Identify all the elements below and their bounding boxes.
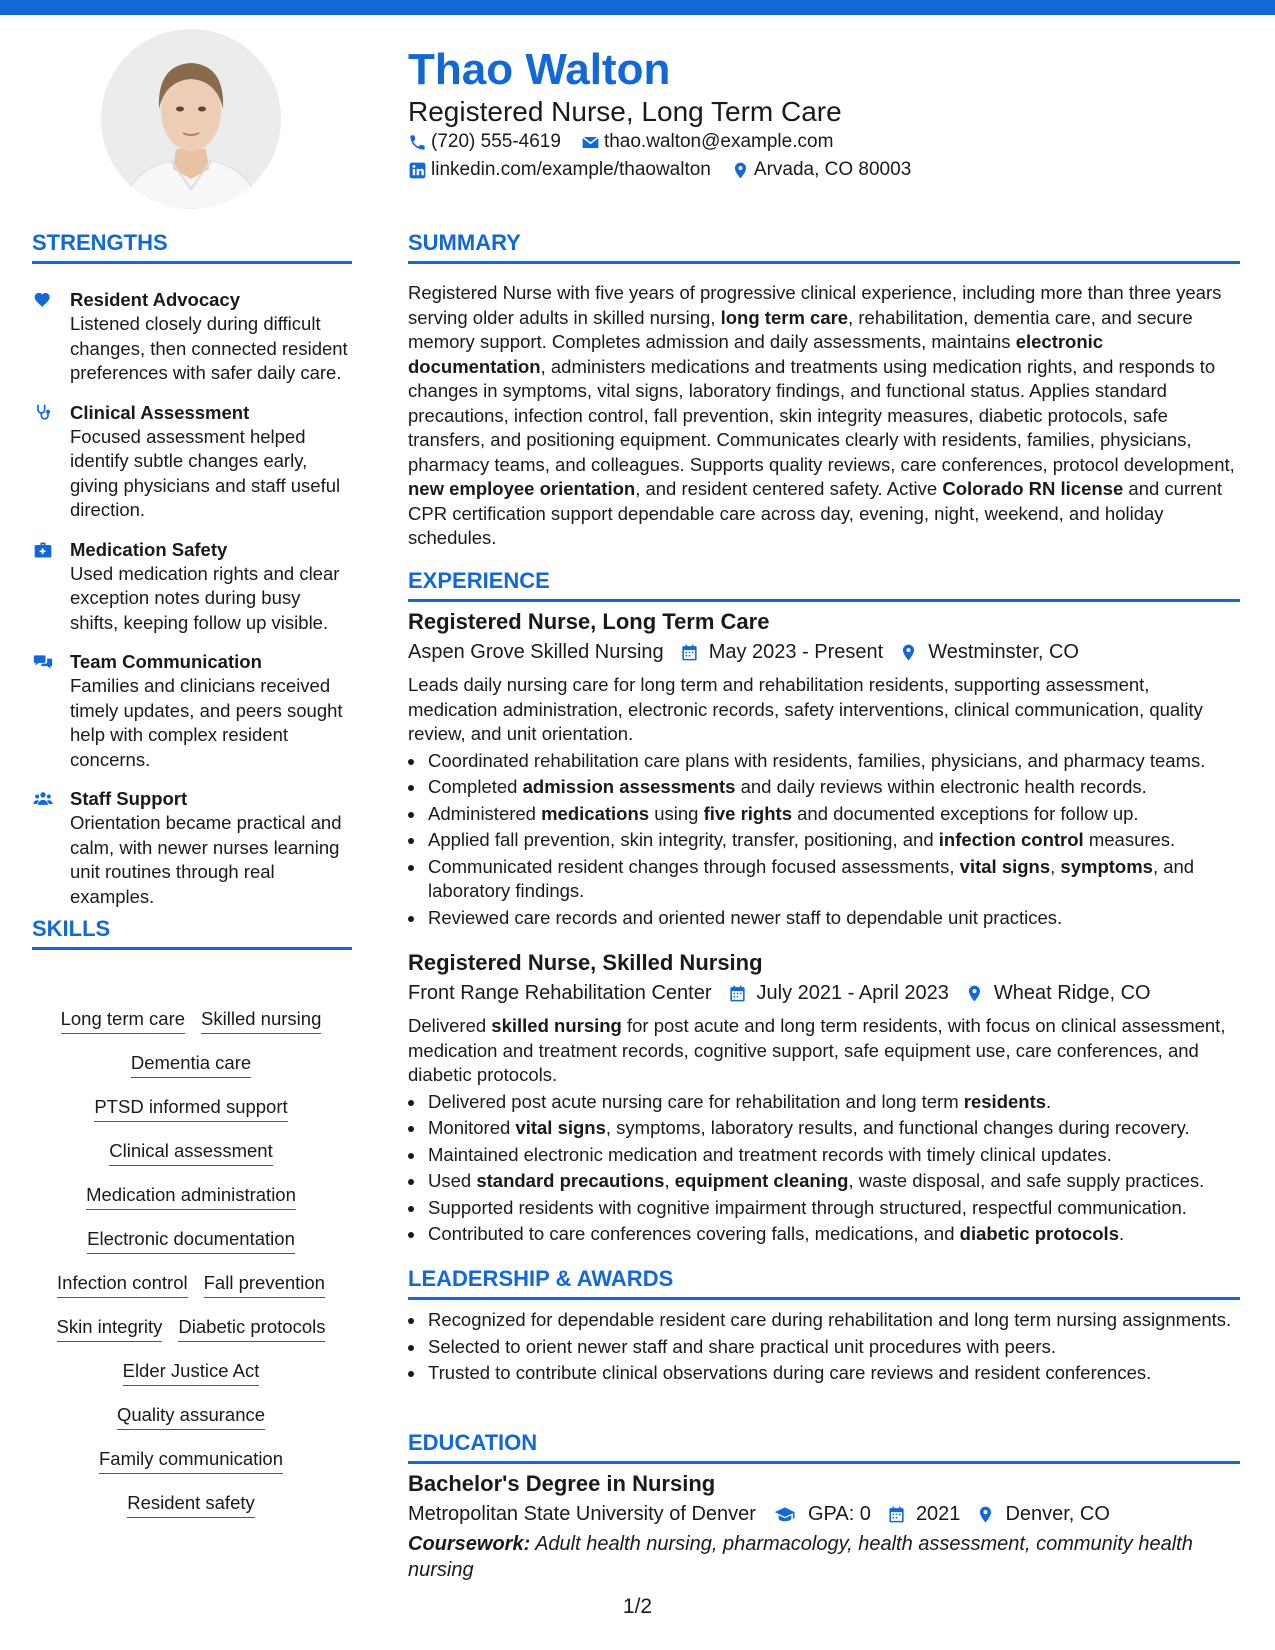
skill-tag: Fall prevention — [204, 1271, 325, 1298]
strength-title: Clinical Assessment — [70, 401, 250, 423]
bold-keyword: long term care — [720, 306, 849, 328]
heart-icon — [32, 287, 56, 386]
text-run: Used — [428, 1170, 477, 1191]
bullet-item — [426, 1308, 1240, 1333]
job-meta — [408, 637, 1240, 667]
strengths-heading: STRENGTHS — [32, 229, 352, 264]
skill-row — [32, 1491, 350, 1518]
strength-description: Orientation became practical and calm, with newer nurses learning unit routines through real examples. — [70, 812, 342, 907]
job-bullets — [408, 749, 1240, 931]
job-dates-text: July 2021 - April 2023 — [756, 982, 949, 1004]
text-run: , — [664, 1170, 675, 1191]
bold-keyword: infection control — [938, 829, 1084, 850]
bullet-item — [426, 802, 1240, 827]
skill-row — [32, 1007, 350, 1034]
linkedin-text: linkedin.com/example/thaowalton — [431, 159, 711, 180]
skill-tag: Diabetic protocols — [178, 1315, 325, 1342]
text-run: . — [1046, 1090, 1052, 1112]
job-bullets — [408, 1090, 1240, 1247]
skill-row — [32, 1403, 350, 1430]
text-run: Administered — [428, 802, 542, 824]
bullet-item — [426, 1222, 1240, 1247]
text-run: Communicated resident changes through focused assessments, — [428, 855, 960, 877]
text-run: Registered Nurse with five years of progressive clinical experience, including more than three years serving older adults in skilled nursing, — [408, 282, 1222, 328]
bullet-item — [426, 1090, 1240, 1115]
strength-item — [32, 649, 352, 772]
bold-keyword: admission assessments — [522, 776, 736, 797]
text-run: , waste disposal, and safe supply practices. — [848, 1170, 1205, 1191]
skills-heading: SKILLS — [32, 915, 352, 950]
leadership-bullets — [408, 1308, 1240, 1386]
coursework-text: Adult health nursing, pharmacology, health assessment, community health nursing — [408, 1533, 1193, 1581]
text-run: Completed — [428, 776, 523, 797]
bullet-item — [426, 1335, 1240, 1360]
strength-item — [32, 287, 352, 386]
candidate-name: Thao Walton — [408, 45, 671, 94]
strengths-list — [32, 287, 352, 923]
text-run: and current CPR certification support dependable care across day, evening, night, weekend, and holiday schedules. — [408, 478, 1222, 548]
calendar-icon — [680, 643, 699, 662]
text-run: . — [1118, 1223, 1125, 1244]
summary-heading: SUMMARY — [408, 229, 1240, 264]
job-dates — [728, 978, 949, 1008]
bold-keyword: residents — [963, 1090, 1047, 1112]
skill-row — [32, 1447, 350, 1474]
location-contact — [731, 157, 911, 183]
bold-keyword: Colorado RN license — [942, 478, 1124, 499]
job-location-text: Wheat Ridge, CO — [993, 982, 1151, 1004]
skill-tag: PTSD informed support — [94, 1095, 287, 1122]
text-run: , and laboratory findings. — [428, 855, 1195, 901]
skill-row — [32, 1315, 350, 1342]
text-run: Applied fall prevention, skin integrity, transfer, positioning, and — [428, 829, 939, 850]
phone-icon — [408, 133, 427, 152]
bullet-item — [426, 828, 1240, 853]
bold-keyword: new employee orientation — [408, 478, 636, 499]
leadership-section — [408, 1308, 1240, 1388]
map-pin-icon — [965, 984, 984, 1003]
bullet-item — [426, 906, 1240, 931]
bullet-item — [426, 1169, 1240, 1194]
coursework — [408, 1531, 1240, 1583]
text-run: Contributed to care conferences covering falls, medications, and — [428, 1223, 960, 1244]
linkedin-contact[interactable] — [408, 157, 711, 183]
text-run: , and resident centered safety. Active — [635, 478, 943, 499]
location-text: Arvada, CO 80003 — [753, 159, 912, 180]
text-run: Selected to orient newer staff and share practical unit procedures with peers. — [428, 1335, 1056, 1357]
gpa — [772, 1499, 871, 1529]
education-location-text: Denver, CO — [1005, 1503, 1110, 1525]
email-contact[interactable] — [581, 129, 833, 155]
school-name: Metropolitan State University of Denver — [408, 1503, 756, 1525]
skill-row — [32, 1271, 350, 1298]
strength-item — [32, 537, 352, 636]
bold-keyword: skilled nursing — [491, 1015, 622, 1036]
job-dates-text: May 2023 - Present — [708, 641, 884, 663]
users-icon — [32, 786, 56, 909]
strength-item — [32, 786, 352, 909]
graduation-cap-icon — [772, 1505, 798, 1524]
skill-tag: Electronic documentation — [87, 1227, 295, 1254]
skill-row — [32, 1051, 350, 1078]
skill-tag: Long term care — [61, 1007, 185, 1034]
strength-description: Used medication rights and clear exception notes during busy shifts, keeping follow up visible. — [70, 562, 340, 633]
bullet-item — [426, 1116, 1240, 1141]
strength-body — [70, 537, 352, 636]
skill-row — [32, 1183, 350, 1210]
text-run: Coordinated rehabilitation care plans with residents, families, physicians, and pharmacy teams. — [428, 749, 1206, 771]
job-location — [965, 978, 1151, 1008]
experience-heading: EXPERIENCE — [408, 567, 1240, 602]
skill-tag: Skin integrity — [57, 1315, 163, 1342]
strength-body — [70, 786, 352, 909]
text-run: Delivered post acute nursing care for rehabilitation and long term — [428, 1090, 964, 1112]
job-title: Registered Nurse, Skilled Nursing — [408, 950, 763, 975]
map-pin-icon — [899, 643, 918, 662]
strength-title: Staff Support — [70, 788, 188, 809]
text-run: , administers medications and treatments using medication rights, and responds to changes in symptoms, vital signs, laboratory findings, and functional status. Applies standard precautions, infection control, fall prevention, skin integrity measures, diabetic protocols, safe transfers, and positioning equipment. Communicates clearly with residents, families, physicians, pharmacy teams, and colleagues. Supports quality reviews, care conferences, protocol development, — [408, 355, 1235, 475]
skill-tag: Skilled nursing — [201, 1007, 321, 1034]
text-run: for post acute and long term residents, with focus on clinical assessment, medication and treatment records, cognitive support, safe equipment use, care conferences, and diabetic protocols. — [408, 1015, 1226, 1085]
text-run: Supported residents with cognitive impairment through structured, respectful communication. — [428, 1196, 1187, 1218]
strength-body — [70, 649, 352, 772]
text-run: Monitored — [428, 1117, 516, 1138]
employer: Front Range Rehabilitation Center — [408, 982, 712, 1004]
bullet-item — [426, 775, 1240, 800]
skill-tag: Clinical assessment — [109, 1139, 272, 1166]
job-description — [408, 1014, 1240, 1088]
map-pin-icon — [976, 1505, 995, 1524]
text-run: Delivered — [408, 1015, 492, 1036]
skill-row — [32, 1095, 350, 1122]
strength-title: Team Communication — [70, 651, 262, 672]
phone-text: (720) 555-4619 — [431, 131, 561, 152]
bold-keyword: vital signs — [515, 1117, 606, 1138]
calendar-icon — [728, 984, 747, 1003]
text-run: , — [1050, 855, 1061, 877]
text-run: and documented exceptions for follow up. — [792, 802, 1139, 824]
bullet-item — [426, 1143, 1240, 1168]
strength-title: Medication Safety — [70, 538, 228, 560]
gpa-text: GPA: 0 — [807, 1503, 871, 1525]
strength-description: Listened closely during difficult changes, then connected resident preferences with safer daily care. — [70, 313, 348, 383]
education-year-text: 2021 — [915, 1503, 961, 1525]
bold-keyword: diabetic protocols — [959, 1223, 1119, 1244]
phone-contact — [408, 129, 561, 155]
bullet-item — [426, 749, 1240, 774]
employer: Aspen Grove Skilled Nursing — [408, 641, 664, 663]
bullet-item — [426, 855, 1240, 904]
bold-keyword: medications — [541, 802, 650, 824]
education-meta — [408, 1499, 1240, 1529]
strength-description: Focused assessment helped identify subtle changes early, giving physicians and staff useful direction. — [70, 425, 341, 520]
job-dates — [680, 637, 884, 667]
education-entry — [408, 1469, 1240, 1583]
text-run: Leads daily nursing care for long term and rehabilitation residents, supporting assessment, medication administration, electronic records, safety interventions, clinical communication, quality review, and unit orientation. — [408, 674, 1203, 744]
skill-row — [32, 1227, 350, 1254]
text-run: measures. — [1083, 829, 1176, 850]
text-run: using — [649, 802, 704, 824]
text-run: Trusted to contribute clinical observations during care reviews and resident conferences. — [428, 1362, 1152, 1383]
chat-bubbles-icon — [32, 649, 56, 772]
job-location — [899, 637, 1079, 667]
text-run: , symptoms, laboratory results, and functional changes during recovery. — [605, 1117, 1190, 1138]
profile-photo — [101, 29, 281, 209]
text-run: Recognized for dependable resident care during rehabilitation and long term nursing assignments. — [428, 1309, 1232, 1330]
job-title: Registered Nurse, Long Term Care — [408, 609, 770, 634]
strength-title: Resident Advocacy — [70, 289, 240, 310]
education-heading: EDUCATION — [408, 1429, 1240, 1464]
degree-title: Bachelor's Degree in Nursing — [408, 1471, 716, 1496]
job-meta — [408, 978, 1240, 1008]
bold-keyword: standard precautions — [476, 1170, 665, 1191]
envelope-icon — [581, 133, 600, 152]
strength-description: Families and clinicians received timely updates, and peers sought help with complex resident concerns. — [70, 675, 343, 770]
bullet-item — [426, 1361, 1240, 1386]
page-number: 1/2 — [622, 1595, 653, 1618]
text-run: , rehabilitation, dementia care, and secure memory support. Completes admission and daily assessments, maintains — [408, 306, 1193, 352]
bullet-item — [426, 1196, 1240, 1221]
email-text: thao.walton@example.com — [603, 131, 834, 152]
skills-list — [32, 1007, 350, 1535]
skill-row — [32, 1359, 350, 1386]
text-run: Reviewed care records and oriented newer staff to dependable unit practices. — [428, 906, 1063, 928]
job-entry — [408, 607, 1240, 932]
skill-tag: Resident safety — [127, 1491, 255, 1518]
job-location-text: Westminster, CO — [928, 641, 1079, 663]
skill-tag: Medication administration — [86, 1183, 296, 1210]
candidate-role: Registered Nurse, Long Term Care — [408, 96, 842, 127]
bold-keyword: vital signs — [959, 855, 1051, 877]
bold-keyword: electronic documentation — [408, 331, 1104, 377]
calendar-icon — [887, 1505, 906, 1524]
skill-tag: Infection control — [57, 1271, 188, 1298]
strength-item — [32, 400, 352, 523]
bold-keyword: equipment cleaning — [674, 1170, 849, 1191]
map-pin-icon — [731, 161, 750, 180]
medical-kit-icon — [32, 537, 56, 636]
stethoscope-icon — [32, 400, 56, 523]
linkedin-icon — [408, 161, 427, 180]
skill-row — [32, 1139, 350, 1166]
summary-text — [408, 281, 1240, 551]
job-entry — [408, 948, 1240, 1249]
contact-line-1 — [408, 129, 853, 155]
text-run: and daily reviews within electronic health records. — [735, 776, 1147, 797]
skill-tag: Elder Justice Act — [123, 1359, 260, 1386]
top-accent-bar — [0, 0, 1275, 15]
strength-body — [70, 287, 352, 386]
contact-line-2 — [408, 157, 931, 183]
education-location — [976, 1499, 1109, 1529]
skill-tag: Dementia care — [131, 1051, 251, 1078]
education-year — [887, 1499, 961, 1529]
bold-keyword: symptoms — [1060, 855, 1153, 877]
skill-tag: Family communication — [99, 1447, 283, 1474]
job-description — [408, 673, 1240, 747]
strength-body — [70, 400, 352, 523]
bold-keyword: five rights — [703, 802, 792, 824]
text-run: Maintained electronic medication and treatment records with timely clinical updates. — [428, 1143, 1112, 1165]
skill-tag: Quality assurance — [117, 1403, 265, 1430]
leadership-heading: LEADERSHIP & AWARDS — [408, 1265, 1240, 1300]
coursework-label: Coursework: — [408, 1533, 531, 1555]
